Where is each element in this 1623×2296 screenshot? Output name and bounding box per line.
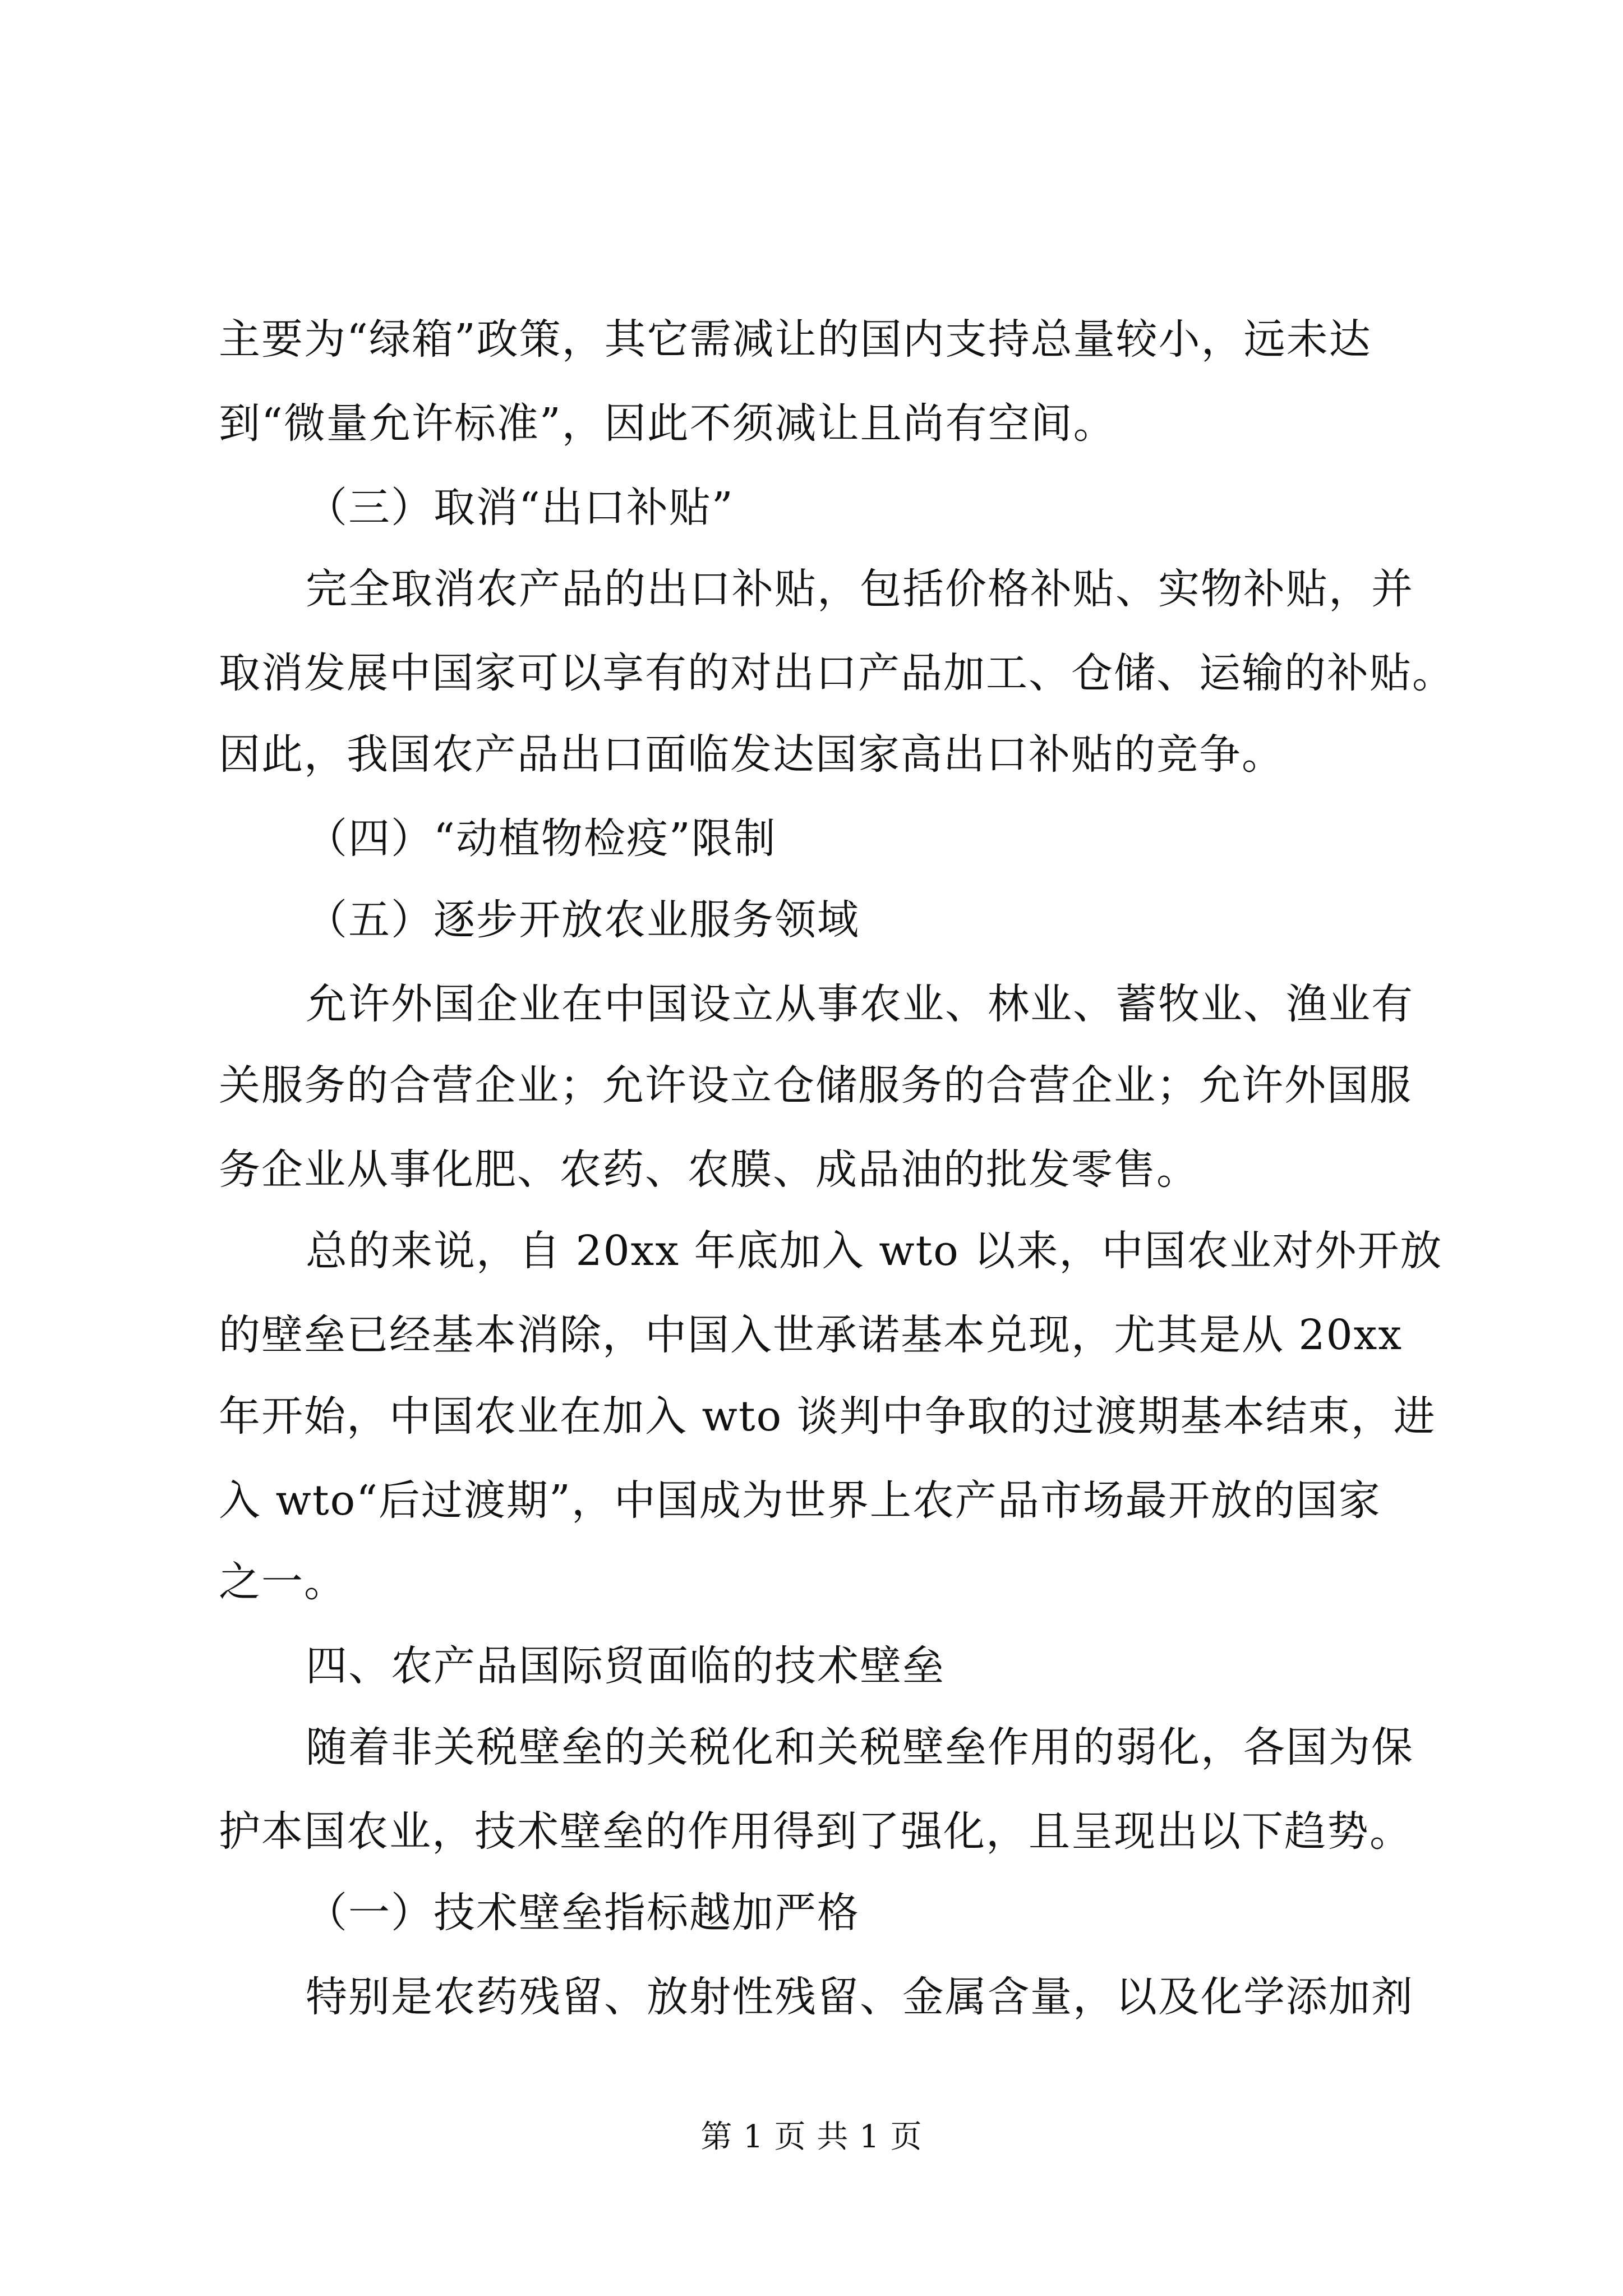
text-line: 允许外国企业在中国设立从事农业、林业、蓄牧业、渔业有 (306, 980, 1414, 1028)
text-line: 之一。 (219, 1558, 347, 1606)
text-line: 因此，我国农产品出口面临发达国家高出口补贴的竞争。 (219, 730, 1284, 779)
section-heading: （五）逐步开放农业服务领域 (306, 896, 860, 944)
text-line: 到“微量允许标准”，因此不须减让且尚有空间。 (219, 399, 1116, 448)
text-line: 的壁垒已经基本消除，中国入世承诺基本兑现，尤其是从 20xx (219, 1311, 1403, 1359)
section-heading: （三）取消“出口补贴” (306, 484, 734, 532)
text-line: 总的来说，自 20xx 年底加入 wto 以来，中国农业对外开放 (306, 1227, 1443, 1275)
section-heading: 四、农产品国际贸面临的技术壁垒 (306, 1642, 945, 1690)
text-line: 关服务的合营企业；允许设立仓储服务的合营企业；允许外国服 (219, 1061, 1412, 1110)
section-heading: （四）“动植物检疫”限制 (306, 815, 777, 863)
text-line: 主要为“绿箱”政策，其它需减让的国内支持总量较小，远未达 (219, 315, 1372, 364)
section-heading: （一）技术壁垒指标越加严格 (306, 1889, 860, 1937)
text-line: 护本国农业，技术壁垒的作用得到了强化，且呈现出以下趋势。 (219, 1807, 1412, 1856)
text-line: 随着非关税壁垒的关税化和关税壁垒作用的弱化，各国为保 (306, 1723, 1414, 1772)
page-footer: 第 1 页 共 1 页 (700, 2119, 923, 2155)
text-line: 完全取消农产品的出口补贴，包括价格补贴、实物补贴，并 (306, 565, 1414, 613)
text-line: 务企业从事化肥、农药、农膜、成品油的批发零售。 (219, 1145, 1199, 1194)
text-line: 入 wto“后过渡期”，中国成为世界上农产品市场最开放的国家 (219, 1476, 1381, 1525)
text-line: 年开始，中国农业在加入 wto 谈判中争取的过渡期基本结束，进 (219, 1392, 1436, 1441)
text-line: 取消发展中国家可以享有的对出口产品加工、仓储、运输的补贴。 (219, 649, 1455, 697)
text-line: 特别是农药残留、放射性残留、金属含量，以及化学添加剂 (306, 1973, 1414, 2021)
